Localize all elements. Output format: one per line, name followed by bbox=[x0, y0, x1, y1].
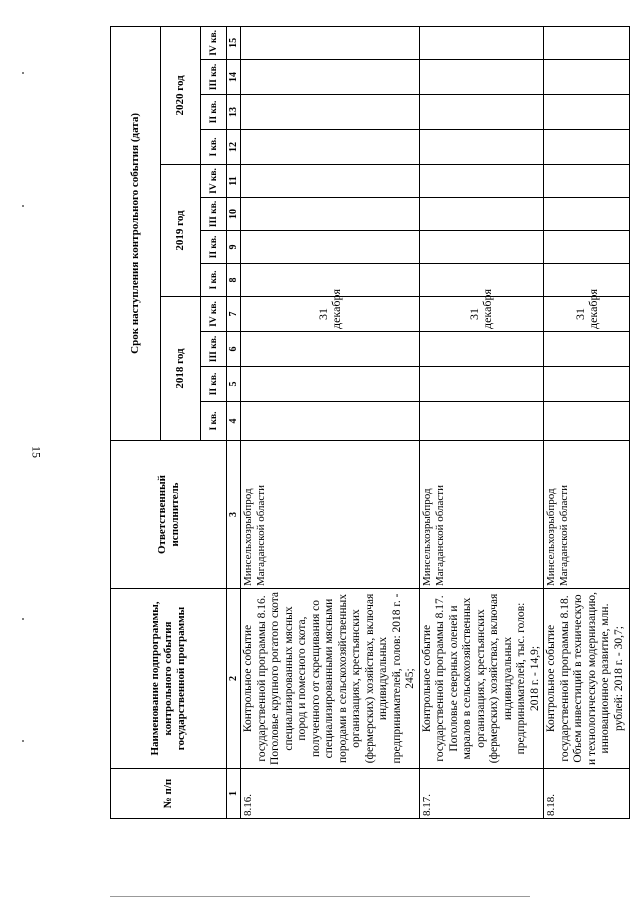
row-num: 8.18. bbox=[544, 769, 630, 819]
column-number: 7 bbox=[227, 297, 241, 332]
table-row bbox=[419, 26, 544, 818]
column-number: 2 bbox=[227, 589, 241, 769]
page-number: 15 bbox=[29, 446, 44, 458]
row-executor: Минсельхозрыбпрод Магаданской области bbox=[419, 441, 544, 589]
row-date: 31 декабря bbox=[241, 297, 420, 332]
scan-dot bbox=[22, 618, 24, 620]
column-number: 3 bbox=[227, 441, 241, 589]
column-number: 9 bbox=[227, 231, 241, 264]
row-num: 8.17. bbox=[419, 769, 544, 819]
header-quarter: IV кв. bbox=[201, 26, 227, 59]
header-year-2019: 2019 год bbox=[161, 165, 201, 297]
header-quarter: I кв. bbox=[201, 402, 227, 441]
header-quarter: III кв. bbox=[201, 332, 227, 367]
header-executor: Ответственный исполнитель bbox=[111, 441, 227, 589]
row-executor: Минсельхозрыбпрод Магаданской области bbox=[241, 441, 420, 589]
row-executor: Минсельхозрыбпрод Магаданской области bbox=[544, 441, 630, 589]
column-number: 4 bbox=[227, 402, 241, 441]
column-number: 6 bbox=[227, 332, 241, 367]
column-number: 12 bbox=[227, 130, 241, 165]
header-quarter: III кв. bbox=[201, 198, 227, 231]
header-deadline: Срок наступления контрольного события (дата) bbox=[111, 26, 161, 440]
header-name: Наименование подпрограммы, контрольного события государственной программы bbox=[111, 589, 227, 769]
column-number: 5 bbox=[227, 367, 241, 402]
bottom-rule bbox=[110, 896, 530, 897]
header-quarter: IV кв. bbox=[201, 165, 227, 198]
column-number: 11 bbox=[227, 165, 241, 198]
control-events-table bbox=[110, 26, 630, 819]
column-number: 8 bbox=[227, 264, 241, 297]
header-year-2018: 2018 год bbox=[161, 297, 201, 441]
header-quarter: III кв. bbox=[201, 60, 227, 95]
row-date: 31 декабря bbox=[544, 297, 630, 332]
rotated-table-container bbox=[110, 27, 625, 819]
column-number: 10 bbox=[227, 198, 241, 231]
row-name: Контрольное событие государственной программы 8.18. Объем инвестиций в техническую и технологическую модернизацию, инновационное развитие, млн. рублей: 2018 г. - 30,7; bbox=[544, 589, 630, 769]
header-year-2020: 2020 год bbox=[161, 26, 201, 164]
scan-dot bbox=[22, 205, 24, 207]
table-row bbox=[241, 26, 420, 818]
scan-dot bbox=[22, 740, 24, 742]
column-number: 14 bbox=[227, 60, 241, 95]
scan-dot bbox=[22, 72, 24, 74]
column-number: 1 bbox=[227, 769, 241, 819]
row-num: 8.16. bbox=[241, 769, 420, 819]
header-quarter: I кв. bbox=[201, 130, 227, 165]
header-quarter: II кв. bbox=[201, 231, 227, 264]
header-quarter: II кв. bbox=[201, 367, 227, 402]
column-number: 13 bbox=[227, 95, 241, 130]
row-name: Контрольное событие государственной программы 8.16. Поголовье крупного рогатого скота специализированных мясных пород и помесного скота, полученного от скрещивания со специализированными мясными породами в сельскохозяйственных организациях, крестьянских (фермерских) хозяйствах, включая индивидуальных предпринимателей, голов: 2018 г. - 245; bbox=[241, 589, 420, 769]
table-row bbox=[544, 26, 630, 818]
row-date: 31 декабря bbox=[419, 297, 544, 332]
header-num: № п/п bbox=[111, 769, 227, 819]
header-quarter: IV кв. bbox=[201, 297, 227, 332]
header-quarter: I кв. bbox=[201, 264, 227, 297]
column-number: 15 bbox=[227, 26, 241, 59]
row-name: Контрольное событие государственной программы 8.17. Поголовье северных оленей и маралов в сельскохозяйственных организациях, крестьянских (фермерских) хозяйствах, включая индивидуальных предпринимателей, тыс. голов: 2018 г. - 14,9; bbox=[419, 589, 544, 769]
header-quarter: II кв. bbox=[201, 95, 227, 130]
